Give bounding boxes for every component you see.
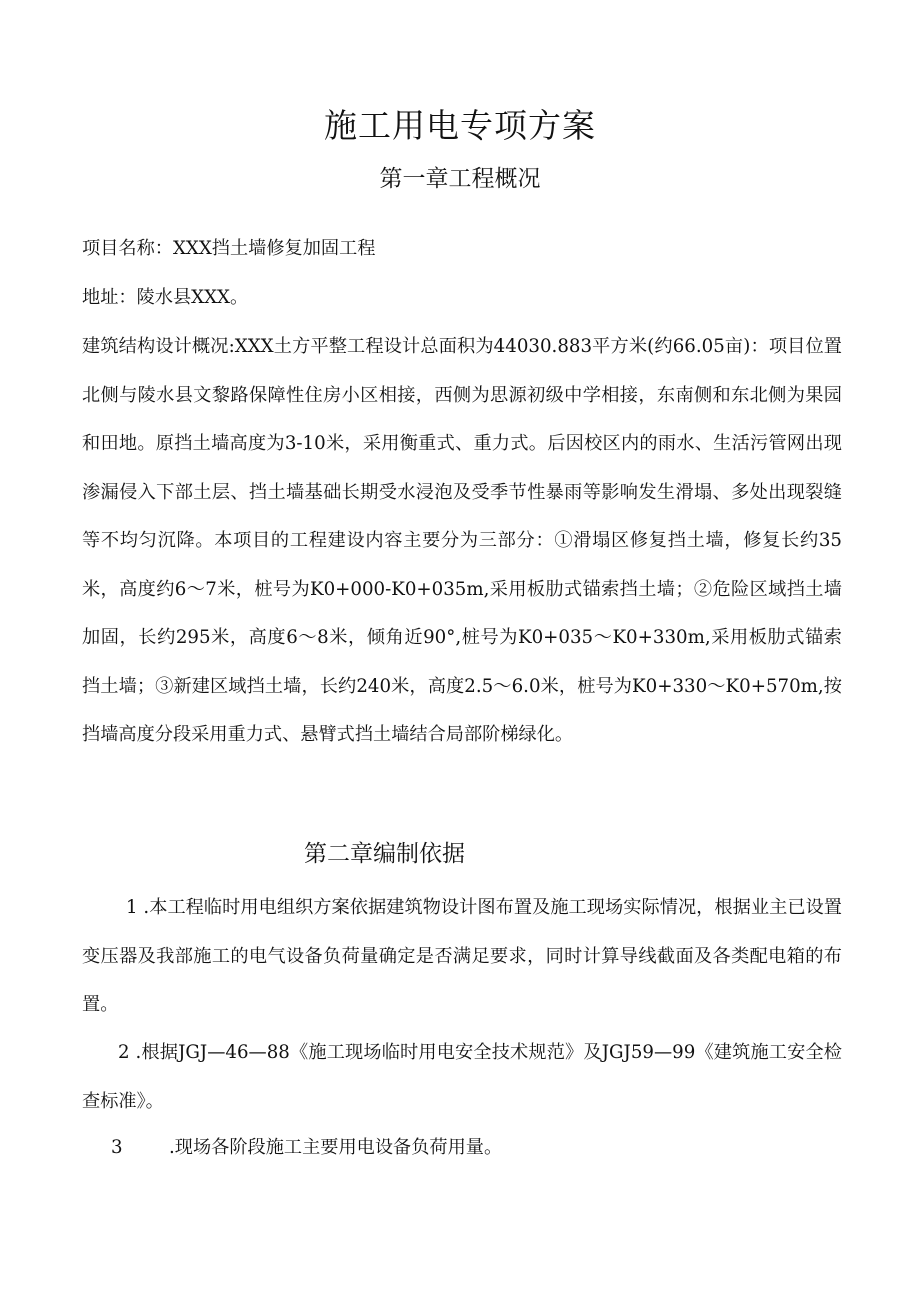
design-overview-paragraph: 建筑结构设计概况:XXX土方平整工程设计总面积为44030.883平方米(约66.05亩)：项目位置北侧与陵水县文黎路保障性住房小区相接，西侧为思源初级中学相接，东南侧和东北侧为果园和田地。原挡土墙高度为3-10米，采用衡重式、重力式。后因校区内的雨水、生活污管网出现渗漏侵入下部土层、挡土墙基础长期受水浸泡及受季节性暴雨等影响发生滑塌、多处出现裂缝等不均匀沉降。本项目的工程建设内容主要分为三部分：①滑塌区修复挡土墙，修复长约35米，高度约6～7米，桩号为K0+000-K0+035m,采用板肋式锚索挡土墙；②危险区域挡土墙加固，长约295米，高度6～8米，倾角近90°,桩号为K0+035～K0+330m,采用板肋式锚索挡土墙；③新建区域挡土墙，长约240米，高度2.5～6.0米，桩号为K0+330～K0+570m,按挡墙高度分段采用重力式、悬臂式挡土墙结合局部阶梯绿化。 [82,336,842,745]
chapter2-title: 第二章编制依据 [304,841,465,867]
chapter1-title: 第一章工程概况 [379,166,541,192]
basis-item-3-number: 3 [111,1137,123,1158]
project-name: 项目名称：XXX挡土墙修复加固工程 [82,238,376,259]
document-title: 施工用电专项方案 [324,106,596,145]
project-address: 地址：陵水县XXX。 [82,287,249,308]
basis-item-3-text: .现场各阶段施工主要用电设备负荷用量。 [169,1137,503,1158]
basis-item-1: 1 .本工程临时用电组织方案依据建筑物设计图布置及施工现场实际情况，根据业主已设置变压器及我部施工的电气设备负荷量确定是否满足要求，同时计算导线截面及各类配电箱的布置。 [82,897,842,1015]
basis-item-2: 2 .根据JGJ—46—88《施工现场临时用电安全技术规范》及JGJ59—99《建筑施工安全检查标准》。 [82,1042,842,1112]
